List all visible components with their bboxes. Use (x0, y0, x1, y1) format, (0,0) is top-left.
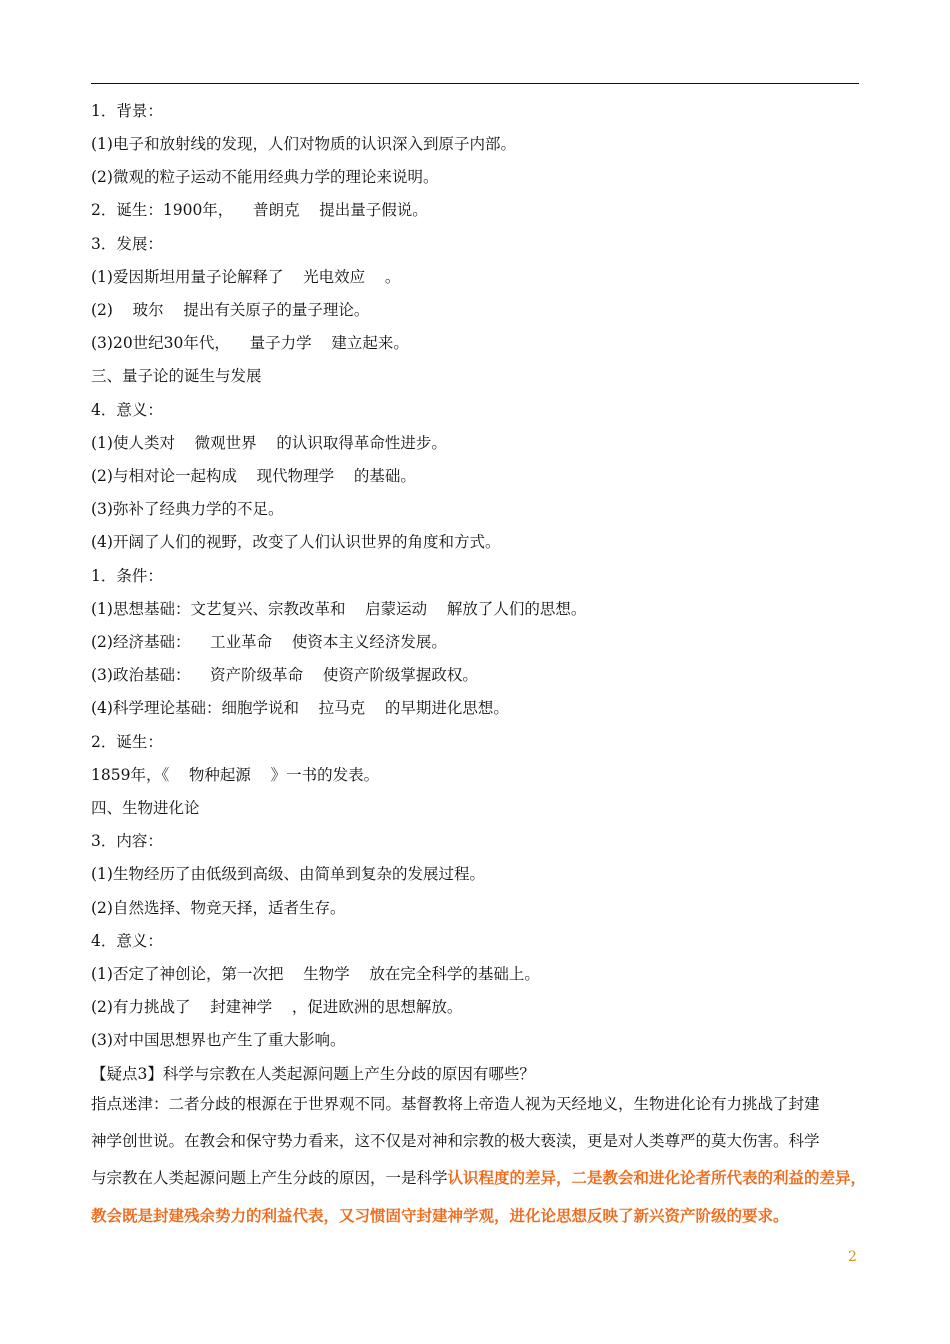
section-heading-evolution: 四、生物进化论 (91, 799, 200, 817)
text-line: (3)弥补了经典力学的不足。 (91, 500, 284, 518)
text-line: (2)经济基础： 工业革命 使资本主义经济发展。 (91, 633, 447, 651)
text-line: (2)自然选择、物竞天择，适者生存。 (91, 899, 346, 917)
heading-conditions: 1．条件： (91, 567, 163, 585)
text-line: (2)微观的粒子运动不能用经典力学的理论来说明。 (91, 168, 439, 186)
text-line: (1)爱因斯坦用量子论解释了 光电效应 。 (91, 268, 401, 286)
answer-line: 指点迷津：二者分歧的根源在于世界观不同。基督教将上帝造人视为天经地义，生物进化论有力挑战了封建 (91, 1095, 820, 1113)
text-line: (4)科学理论基础：细胞学说和 拉马克 的早期进化思想。 (91, 699, 509, 717)
answer-text: 与宗教在人类起源问题上产生分歧的原因，一是科学 (91, 1169, 448, 1187)
text-line: (3)20世纪30年代， 量子力学 建立起来。 (91, 334, 409, 352)
text-line: (2)有力挑战了 封建神学 ，促进欧洲的思想解放。 (91, 998, 463, 1016)
answer-line (91, 1168, 867, 1188)
highlighted-answer-text: 认识程度的差异，二是教会和进化论者所代表的利益的差异， (447, 1168, 867, 1187)
heading-birth: 2．诞生： (91, 733, 163, 751)
text-line: (2)与相对论一起构成 现代物理学 的基础。 (91, 467, 416, 485)
text-line: (3)对中国思想界也产生了重大影响。 (91, 1031, 346, 1049)
text-line: 1859年，《 物种起源 》一书的发表。 (91, 766, 380, 784)
text-line: (4)开阔了人们的视野，改变了人们认识世界的角度和方式。 (91, 533, 501, 551)
page-number: 2 (848, 1249, 857, 1265)
header-rule (91, 83, 859, 84)
text-line: (2) 玻尔 提出有关原子的量子理论。 (91, 301, 370, 319)
heading-significance: 4．意义： (91, 401, 163, 419)
heading-development: 3．发展： (91, 235, 163, 253)
question-heading: 【疑点3】科学与宗教在人类起源问题上产生分歧的原因有哪些？ (91, 1065, 535, 1083)
heading-content: 3．内容： (91, 832, 163, 850)
section-heading-quantum: 三、量子论的诞生与发展 (91, 367, 262, 385)
heading-significance: 4．意义： (91, 932, 163, 950)
text-line: (1)生物经历了由低级到高级、由简单到复杂的发展过程。 (91, 865, 485, 883)
text-line: (1)否定了神创论，第一次把 生物学 放在完全科学的基础上。 (91, 965, 540, 983)
heading-background: 1．背景： (91, 102, 163, 120)
text-line: (1)使人类对 微观世界 的认识取得革命性进步。 (91, 434, 447, 452)
text-line: (1)电子和放射线的发现，人们对物质的认识深入到原子内部。 (91, 135, 516, 153)
text-line: 2．诞生：1900年， 普朗克 提出量子假说。 (91, 201, 428, 219)
text-line: (3)政治基础： 资产阶级革命 使资产阶级掌握政权。 (91, 666, 478, 684)
highlighted-answer-line: 教会既是封建残余势力的利益代表，又习惯固守封建神学观，进化论思想反映了新兴资产阶级的要求。 (91, 1206, 789, 1225)
text-line: (1)思想基础：文艺复兴、宗教改革和 启蒙运动 解放了人们的思想。 (91, 600, 587, 618)
answer-line: 神学创世说。在教会和保守势力看来，这不仅是对神和宗教的极大亵渎，更是对人类尊严的莫大伤害。科学 (91, 1132, 820, 1150)
